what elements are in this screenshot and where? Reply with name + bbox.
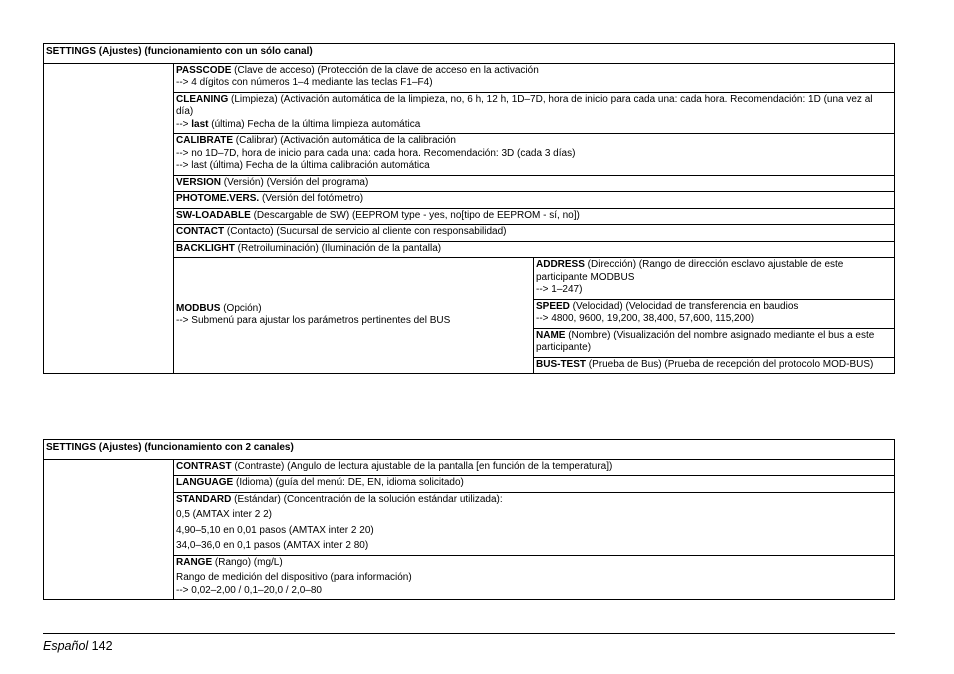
setting-detail: 4,90–5,10 en 0,01 pasos (AMTAX inter 2 20) — [176, 524, 374, 536]
setting-desc: (Calibrar) (Activación automática de la calibración — [233, 135, 456, 146]
setting-key: PASSCODE — [176, 64, 232, 76]
setting-desc: (Velocidad) (Velocidad de transferencia en baudios — [569, 300, 799, 312]
setting-detail: 34,0–36,0 en 0,1 pasos (AMTAX inter 2 80) — [176, 540, 369, 551]
page-number: 142 — [88, 639, 113, 653]
setting-key: CALIBRATE — [176, 135, 234, 146]
setting-detail: --> last (última) Fecha de la última calibración automática — [176, 160, 430, 171]
empty-cell — [44, 459, 174, 600]
setting-desc: (Opción) — [220, 302, 262, 314]
name-row — [534, 328, 895, 357]
setting-detail: --> 4800, 9600, 19,200, 38,400, 57,600, 115,200) — [536, 313, 755, 324]
footer-language: Español — [43, 639, 89, 653]
setting-key: SW-LOADABLE — [176, 209, 251, 221]
setting-detail: --> Submenú para ajustar los parámetros pertinentes del BUS — [176, 315, 451, 326]
setting-desc: (Clave de acceso) (Protección de la clave de acceso en la activación — [231, 64, 539, 76]
setting-desc: (Retroiluminación) (Iluminación de la pantalla) — [234, 242, 442, 254]
calibrate-row — [174, 134, 895, 176]
table-header: SETTINGS (Ajustes) (funcionamiento con 2 canales) — [44, 440, 895, 460]
setting-key: CONTRAST — [176, 460, 232, 472]
setting-subdesc: (última) Fecha de la última limpieza automática — [208, 118, 421, 130]
setting-desc: (Rango) (mg/L) — [212, 556, 283, 568]
setting-key: ADDRESS — [536, 259, 585, 270]
contact-row — [174, 225, 895, 242]
setting-desc: (Estándar) (Concentración de la solución estándar utilizada): — [231, 493, 503, 505]
setting-subkey: last — [191, 118, 209, 130]
setting-detail — [176, 119, 892, 132]
setting-detail: 0,5 (AMTAX inter 2 2) — [176, 509, 272, 520]
setting-desc: (Contraste) (Angulo de lectura ajustable de la pantalla [en función de la temperatura]) — [231, 460, 613, 472]
settings-single-channel-table — [43, 43, 895, 374]
standard-row — [174, 492, 895, 555]
setting-key: RANGE — [176, 556, 213, 568]
setting-detail: --> no 1D–7D, hora de inicio para cada una: cada hora. Recomendación: 3D (cada 3 días) — [176, 147, 576, 159]
speed-row — [534, 299, 895, 328]
setting-key: LANGUAGE — [176, 477, 234, 488]
setting-key: CLEANING — [176, 93, 229, 105]
sw-loadable-row — [174, 208, 895, 225]
table-header: SETTINGS (Ajustes) (funcionamiento con un sólo canal) — [44, 44, 895, 64]
arrow-prefix: --> — [176, 118, 192, 130]
setting-desc: (Descargable de SW) (EEPROM type - yes, no[tipo de EEPROM - sí, no]) — [250, 209, 580, 221]
address-row — [534, 258, 895, 300]
setting-key: MODBUS — [176, 302, 221, 314]
footer-divider — [43, 633, 895, 634]
setting-detail: --> 1–247) — [536, 284, 583, 295]
setting-key: BACKLIGHT — [176, 242, 235, 254]
setting-detail: Rango de medición del dispositivo (para información) — [176, 572, 412, 583]
empty-cell — [44, 63, 174, 374]
page-footer — [43, 639, 113, 653]
settings-two-channel-table — [43, 439, 895, 600]
setting-key: SPEED — [536, 300, 570, 312]
setting-key: BUS-TEST — [536, 358, 586, 370]
setting-desc: (Limpieza) (Activación automática de la limpieza, no, 6 h, 12 h, 1D–7D, hora de inicio para cada una: cada hora. Recomendación: 1D (una vez al día) — [176, 93, 873, 117]
photome-vers-row — [174, 192, 895, 209]
setting-desc: (Nombre) (Visualización del nombre asignado mediante el bus a este participante) — [536, 329, 875, 353]
setting-desc: (Idioma) (guía del menú: DE, EN, idioma solicitado) — [233, 477, 464, 488]
modbus-cell — [174, 258, 534, 374]
cleaning-row — [174, 92, 895, 134]
setting-desc: (Versión del fotómetro) — [259, 193, 364, 204]
setting-desc: (Versión) (Versión del programa) — [221, 176, 369, 188]
setting-key: NAME — [536, 329, 566, 341]
range-row — [174, 555, 895, 600]
version-row — [174, 175, 895, 192]
bus-test-row — [534, 357, 895, 374]
backlight-row — [174, 241, 895, 258]
passcode-row — [174, 63, 895, 92]
setting-key: CONTACT — [176, 226, 225, 237]
setting-detail: --> 4 dígitos con números 1–4 mediante las teclas F1–F4) — [176, 77, 433, 88]
setting-desc: (Dirección) (Rango de dirección esclavo ajustable de este participante MODBUS — [536, 259, 844, 283]
contrast-row — [174, 459, 895, 476]
setting-key: PHOTOME.VERS. — [176, 193, 260, 204]
language-row — [174, 476, 895, 493]
setting-key: VERSION — [176, 176, 222, 188]
setting-key: STANDARD — [176, 493, 232, 505]
setting-detail: --> 0,02–2,00 / 0,1–20,0 / 2,0–80 — [176, 584, 322, 596]
setting-desc: (Contacto) (Sucursal de servicio al cliente con responsabilidad) — [224, 226, 507, 237]
setting-desc: (Prueba de Bus) (Prueba de recepción del protocolo MOD-BUS) — [586, 358, 874, 370]
